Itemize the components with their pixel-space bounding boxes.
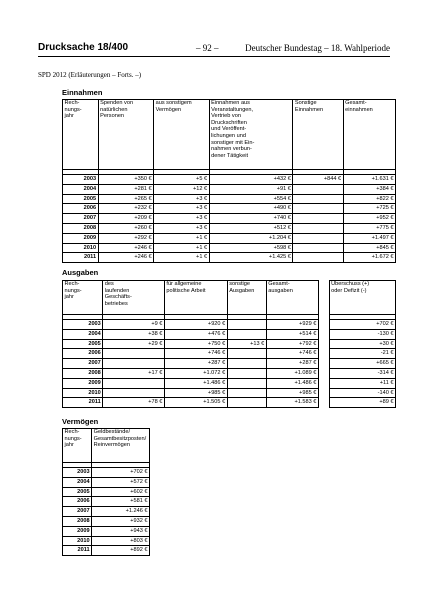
vermoegen-row bbox=[63, 507, 150, 517]
column-gap bbox=[318, 320, 329, 330]
value-cell: +1.631 € bbox=[343, 175, 395, 185]
ausgaben-row bbox=[63, 388, 396, 398]
value-cell: +78 € bbox=[103, 398, 165, 408]
value-cell: +554 € bbox=[209, 194, 293, 204]
vermoegen-header-cell: Geldbestände/ Gesamtbesitzposten/ Reinvermögen bbox=[92, 429, 150, 463]
value-cell: +13 € bbox=[227, 339, 266, 349]
subtitle: SPD 2012 (Erläuterungen – Forts. –) bbox=[38, 71, 142, 79]
year-cell: 2008 bbox=[63, 223, 99, 233]
column-gap bbox=[318, 378, 329, 388]
value-cell: +246 € bbox=[98, 253, 154, 263]
vermoegen-title: Vermögen bbox=[62, 417, 99, 426]
value-cell: +287 € bbox=[266, 359, 318, 369]
value-cell bbox=[293, 243, 343, 253]
value-cell: +1.089 € bbox=[266, 368, 318, 378]
value-cell: +920 € bbox=[164, 320, 227, 330]
value-cell: +5 € bbox=[154, 175, 210, 185]
year-cell: 2007 bbox=[63, 359, 103, 369]
value-cell bbox=[227, 329, 266, 339]
value-cell: +38 € bbox=[103, 329, 165, 339]
value-cell bbox=[227, 368, 266, 378]
value-cell: +892 € bbox=[92, 546, 150, 556]
value-cell: +702 € bbox=[92, 468, 150, 478]
value-cell: +598 € bbox=[209, 243, 293, 253]
einnahmen-row bbox=[63, 175, 396, 185]
value-cell: +1.072 € bbox=[164, 368, 227, 378]
value-cell: +260 € bbox=[98, 223, 154, 233]
value-cell: +209 € bbox=[98, 214, 154, 224]
value-cell: +512 € bbox=[209, 223, 293, 233]
column-gap bbox=[318, 388, 329, 398]
year-cell: 2010 bbox=[63, 243, 99, 253]
value-cell: +9 € bbox=[103, 320, 165, 330]
value-cell: +822 € bbox=[343, 194, 395, 204]
value-cell: +602 € bbox=[92, 487, 150, 497]
vermoegen-row bbox=[63, 536, 150, 546]
value-cell: +29 € bbox=[103, 339, 165, 349]
value-cell: +1.505 € bbox=[164, 398, 227, 408]
year-cell: 2003 bbox=[63, 320, 103, 330]
value-cell: +476 € bbox=[164, 329, 227, 339]
ausgaben-header-cell: für allgemeine politische Arbeit bbox=[164, 281, 227, 315]
value-cell bbox=[293, 223, 343, 233]
value-cell: +287 € bbox=[164, 359, 227, 369]
einnahmen-row bbox=[63, 223, 396, 233]
value-cell: +1.204 € bbox=[209, 233, 293, 243]
ausgaben-header-cell: des laufenden Geschäfts- betriebes bbox=[103, 281, 165, 315]
vermoegen-row bbox=[63, 526, 150, 536]
einnahmen-row bbox=[63, 194, 396, 204]
year-cell: 2011 bbox=[63, 398, 103, 408]
ausgaben-row bbox=[63, 320, 396, 330]
vermoegen-row bbox=[63, 487, 150, 497]
value-cell: +1.486 € bbox=[164, 378, 227, 388]
einnahmen-header-cell: aus sonstigem Vermögen bbox=[154, 100, 210, 170]
value-cell: -140 € bbox=[329, 388, 395, 398]
column-gap bbox=[318, 349, 329, 359]
vermoegen-table bbox=[62, 428, 150, 556]
value-cell: +3 € bbox=[154, 223, 210, 233]
value-cell bbox=[227, 359, 266, 369]
year-cell: 2006 bbox=[63, 497, 92, 507]
value-cell: +232 € bbox=[98, 204, 154, 214]
einnahmen-row bbox=[63, 214, 396, 224]
year-cell: 2011 bbox=[63, 546, 92, 556]
einnahmen-title: Einnahmen bbox=[62, 88, 103, 97]
year-cell: 2009 bbox=[63, 233, 99, 243]
value-cell bbox=[293, 204, 343, 214]
year-cell: 2009 bbox=[63, 378, 103, 388]
ausgaben-header-cell: sonstige Ausgaben bbox=[227, 281, 266, 315]
value-cell bbox=[227, 378, 266, 388]
value-cell: +3 € bbox=[154, 214, 210, 224]
value-cell bbox=[103, 349, 165, 359]
value-cell: +985 € bbox=[266, 388, 318, 398]
value-cell: +702 € bbox=[329, 320, 395, 330]
value-cell: +943 € bbox=[92, 526, 150, 536]
vermoegen-row bbox=[63, 477, 150, 487]
value-cell: +1.425 € bbox=[209, 253, 293, 263]
value-cell: +3 € bbox=[154, 194, 210, 204]
einnahmen-header-cell: Spenden von natürlichen Personen bbox=[98, 100, 154, 170]
value-cell: -314 € bbox=[329, 368, 395, 378]
value-cell: +12 € bbox=[154, 184, 210, 194]
value-cell bbox=[227, 320, 266, 330]
einnahmen-header-cell: Einnahmen aus Veranstaltungen, Vertrieb von Druckschriften und Veröffent- lichungen und sonstiger mit Ein- nahmen verbun- dener Tätigkeit bbox=[209, 100, 293, 170]
ausgaben-row bbox=[63, 378, 396, 388]
ausgaben-table bbox=[62, 280, 396, 408]
year-cell: 2009 bbox=[63, 526, 92, 536]
vermoegen-row bbox=[63, 516, 150, 526]
value-cell: +490 € bbox=[209, 204, 293, 214]
column-gap bbox=[318, 359, 329, 369]
column-gap bbox=[318, 281, 329, 315]
value-cell bbox=[293, 214, 343, 224]
ausgaben-row bbox=[63, 398, 396, 408]
publisher: Deutscher Bundestag – 18. Wahlperiode bbox=[245, 43, 390, 53]
value-cell: +292 € bbox=[98, 233, 154, 243]
ausgaben-row bbox=[63, 349, 396, 359]
column-gap bbox=[318, 339, 329, 349]
value-cell: +17 € bbox=[103, 368, 165, 378]
einnahmen-row bbox=[63, 253, 396, 263]
year-cell: 2008 bbox=[63, 368, 103, 378]
value-cell: +1 € bbox=[154, 243, 210, 253]
column-gap bbox=[318, 329, 329, 339]
value-cell: +1.672 € bbox=[343, 253, 395, 263]
value-cell: +384 € bbox=[343, 184, 395, 194]
value-cell: +775 € bbox=[343, 223, 395, 233]
value-cell: +929 € bbox=[266, 320, 318, 330]
year-cell: 2004 bbox=[63, 477, 92, 487]
year-cell: 2003 bbox=[63, 175, 99, 185]
vermoegen-row bbox=[63, 468, 150, 478]
einnahmen-header-cell: Sonstige Einnahmen bbox=[293, 100, 343, 170]
value-cell: +750 € bbox=[164, 339, 227, 349]
year-cell: 2007 bbox=[63, 214, 99, 224]
ausgaben-row bbox=[63, 368, 396, 378]
ausgaben-header-cell: Überschuss (+) oder Defizit (-) bbox=[329, 281, 395, 315]
value-cell: +265 € bbox=[98, 194, 154, 204]
value-cell: +803 € bbox=[92, 536, 150, 546]
value-cell: +1 € bbox=[154, 253, 210, 263]
value-cell: +1.246 € bbox=[92, 507, 150, 517]
value-cell: +246 € bbox=[98, 243, 154, 253]
value-cell: +792 € bbox=[266, 339, 318, 349]
year-cell: 2007 bbox=[63, 507, 92, 517]
year-cell: 2006 bbox=[63, 204, 99, 214]
value-cell: +1.486 € bbox=[266, 378, 318, 388]
year-cell: 2004 bbox=[63, 184, 99, 194]
value-cell: +91 € bbox=[209, 184, 293, 194]
value-cell: +1.497 € bbox=[343, 233, 395, 243]
ausgaben-row bbox=[63, 359, 396, 369]
ausgaben-header-cell: Gesamt- ausgaben bbox=[266, 281, 318, 315]
value-cell: +725 € bbox=[343, 204, 395, 214]
einnahmen-row bbox=[63, 233, 396, 243]
value-cell: +665 € bbox=[329, 359, 395, 369]
value-cell: +1 € bbox=[154, 233, 210, 243]
ausgaben-row bbox=[63, 339, 396, 349]
einnahmen-row bbox=[63, 243, 396, 253]
column-gap bbox=[318, 398, 329, 408]
vermoegen-header-row bbox=[63, 429, 150, 463]
value-cell bbox=[293, 184, 343, 194]
value-cell bbox=[103, 359, 165, 369]
ausgaben-title: Ausgaben bbox=[62, 268, 99, 277]
year-cell: 2006 bbox=[63, 349, 103, 359]
year-cell: 2010 bbox=[63, 388, 103, 398]
value-cell: +845 € bbox=[343, 243, 395, 253]
year-cell: 2011 bbox=[63, 253, 99, 263]
year-cell: 2003 bbox=[63, 468, 92, 478]
value-cell bbox=[103, 388, 165, 398]
value-cell: +89 € bbox=[329, 398, 395, 408]
einnahmen-header-row bbox=[63, 100, 396, 170]
value-cell bbox=[293, 253, 343, 263]
value-cell: +514 € bbox=[266, 329, 318, 339]
value-cell bbox=[293, 233, 343, 243]
value-cell: +350 € bbox=[98, 175, 154, 185]
value-cell bbox=[227, 349, 266, 359]
value-cell: +572 € bbox=[92, 477, 150, 487]
ausgaben-row bbox=[63, 329, 396, 339]
einnahmen-row bbox=[63, 204, 396, 214]
value-cell: +581 € bbox=[92, 497, 150, 507]
value-cell bbox=[227, 388, 266, 398]
value-cell: +281 € bbox=[98, 184, 154, 194]
value-cell: +1.583 € bbox=[266, 398, 318, 408]
vermoegen-header-cell: Rech- nungs- jahr bbox=[63, 429, 92, 463]
value-cell: +740 € bbox=[209, 214, 293, 224]
einnahmen-header-cell: Gesamt- einnahmen bbox=[343, 100, 395, 170]
vermoegen-row bbox=[63, 546, 150, 556]
value-cell: +3 € bbox=[154, 204, 210, 214]
year-cell: 2005 bbox=[63, 487, 92, 497]
year-cell: 2008 bbox=[63, 516, 92, 526]
value-cell: +746 € bbox=[266, 349, 318, 359]
vermoegen-row bbox=[63, 497, 150, 507]
column-gap bbox=[318, 368, 329, 378]
value-cell: -130 € bbox=[329, 329, 395, 339]
value-cell: +985 € bbox=[164, 388, 227, 398]
value-cell bbox=[103, 378, 165, 388]
value-cell: +844 € bbox=[293, 175, 343, 185]
year-cell: 2005 bbox=[63, 339, 103, 349]
value-cell: +746 € bbox=[164, 349, 227, 359]
value-cell: +432 € bbox=[209, 175, 293, 185]
value-cell bbox=[227, 398, 266, 408]
value-cell: +932 € bbox=[92, 516, 150, 526]
page-number: – 92 – bbox=[196, 43, 219, 53]
einnahmen-row bbox=[63, 184, 396, 194]
page-header bbox=[38, 42, 390, 56]
year-cell: 2004 bbox=[63, 329, 103, 339]
year-cell: 2005 bbox=[63, 194, 99, 204]
ausgaben-header-cell: Rech- nungs- jahr bbox=[63, 281, 103, 315]
value-cell: +952 € bbox=[343, 214, 395, 224]
einnahmen-table bbox=[62, 99, 396, 263]
value-cell: -21 € bbox=[329, 349, 395, 359]
year-cell: 2010 bbox=[63, 536, 92, 546]
value-cell: +30 € bbox=[329, 339, 395, 349]
ausgaben-header-row bbox=[63, 281, 396, 315]
value-cell: +11 € bbox=[329, 378, 395, 388]
header-rule bbox=[38, 56, 390, 57]
value-cell bbox=[293, 194, 343, 204]
einnahmen-header-cell: Rech- nungs- jahr bbox=[63, 100, 99, 170]
document-number: Drucksache 18/400 bbox=[38, 42, 129, 53]
